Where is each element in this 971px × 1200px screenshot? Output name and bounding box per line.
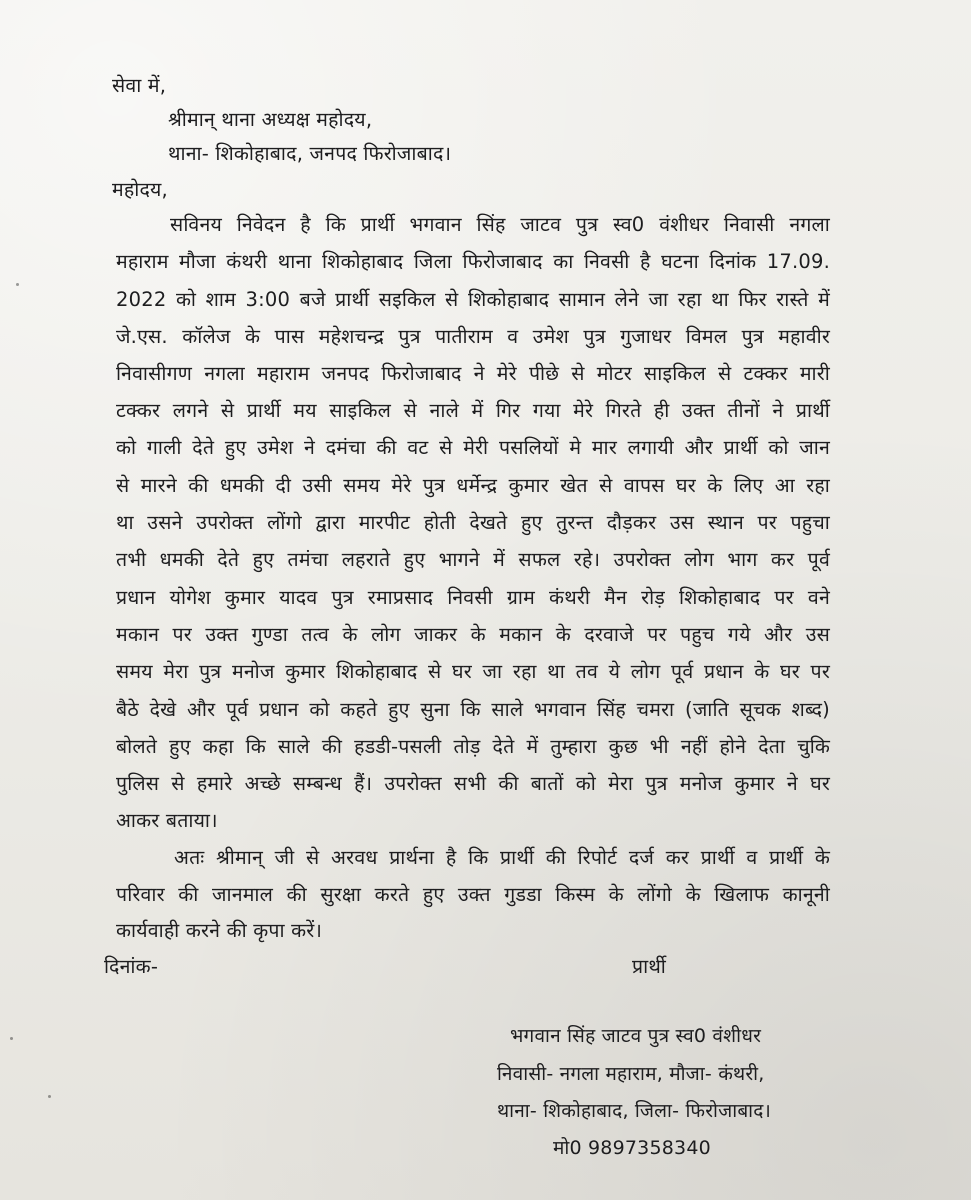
signature-mobile: मो0 9897358340 <box>553 1137 711 1159</box>
request-line: परिवार की जानमाल की सुरक्षा करते हुए उक्त गुडडा किस्म के लोंगो के खिलाफ कानूनी <box>116 883 830 906</box>
body-line: जे.एस. कॉलेज के पास महेशचन्द्र पुत्र पातीराम व उमेश पुत्र गुजाधर विमल पुत्र महावीर <box>116 325 830 348</box>
signature-name: भगवान सिंह जाटव पुत्र स्व0 वंशीधर <box>510 1025 762 1047</box>
signature-address-line: थाना- शिकोहाबाद, जिला- फिरोजाबाद। <box>497 1100 771 1122</box>
addressee-line-1: श्रीमान् थाना अध्यक्ष महोदय, <box>168 108 373 131</box>
body-line: सविनय निवेदन है कि प्रार्थी भगवान सिंह जाटव पुत्र स्व0 वंशीधर निवासी नगला <box>170 213 830 236</box>
body-line: बोलते हुए कहा कि साले की हडडी-पसली तोड़ देते में तुम्हारा कुछ भी नहीं होने देता चुकि <box>116 735 830 758</box>
greeting: महोदय, <box>112 178 168 201</box>
body-line: महाराम मौजा कंथरी थाना शिकोहाबाद जिला फिरोजाबाद का निवसी है घटना दिनांक 17.09. <box>116 250 830 273</box>
body-line: 2022 को शाम 3:00 बजे प्रार्थी सइकिल से शिकोहाबाद सामान लेने जा रहा था फिर रास्ते में <box>116 288 830 311</box>
body-line: को गाली देते हुए उमेश ने दमंचा की वट से मेरी पसलियों मे मार लगायी और प्रार्थी को जान <box>116 436 830 459</box>
body-line: पुलिस से हमारे अच्छे सम्बन्ध हैं। उपरोक्त सभी की बातों को मेरा पुत्र मनोज कुमार ने घर <box>116 772 830 795</box>
request-line: अतः श्रीमान् जी से अरवध प्रार्थना है कि प्रार्थी की रिपोर्ट दर्ज कर प्रार्थी व प्रार्थी के <box>174 846 830 869</box>
body-line: तभी धमकी देते हुए तमंचा लहराते हुए भागने में सफल रहे। उपरोक्त लोग भाग कर पूर्व <box>116 548 830 571</box>
paper-speck <box>10 1037 13 1040</box>
signature-address-line: निवासी- नगला महाराम, मौजा- कंथरी, <box>497 1063 765 1085</box>
body-line: समय मेरा पुत्र मनोज कुमार शिकोहाबाद से घर जा रहा था तव ये लोग पूर्व प्रधान के घर पर <box>116 660 830 683</box>
salutation-to: सेवा में, <box>112 74 167 97</box>
paper-speck <box>48 1095 51 1098</box>
body-line: से मारने की धमकी दी उसी समय मेरे पुत्र धर्मेन्द्र कुमार खेत से वापस घर के लिए आ रहा <box>116 474 830 497</box>
body-line: मकान पर उक्त गुण्डा तत्व के लोग जाकर के मकान के दरवाजे पर पहुच गये और उस <box>116 623 830 646</box>
body-line: था उसने उपरोक्त लोंगो द्वारा मारपीट होती देखते हुए तुरन्त दौड़कर उस स्थान पर पहुचा <box>116 511 830 534</box>
body-line: टक्कर लगने से प्रार्थी मय साइकिल से नाले में गिर गया मेरे गिरते ही उक्त तीनों ने प्रार्थी <box>116 399 830 422</box>
body-line: निवासीगण नगला महाराम जनपद फिरोजाबाद ने मेरे पीछे से मोटर साइकिल से टक्कर मारी <box>116 362 830 385</box>
applicant-label: प्रार्थी <box>632 955 667 978</box>
request-line: कार्यवाही करने की कृपा करें। <box>116 919 323 942</box>
addressee-line-2: थाना- शिकोहाबाद, जनपद फिरोजाबाद। <box>168 142 452 165</box>
body-line: बैठे देखे और पूर्व प्रधान को कहते हुए सुना कि साले भगवान सिंह चमरा (जाति सूचक शब्द) <box>116 698 830 721</box>
body-line: आकर बताया। <box>116 809 218 832</box>
date-label: दिनांक- <box>104 955 159 978</box>
paper-speck <box>16 283 19 286</box>
body-line: प्रधान योगेश कुमार यादव पुत्र रमाप्रसाद निवसी ग्राम कंथरी मैन रोड़ शिकोहाबाद पर वने <box>116 586 830 609</box>
